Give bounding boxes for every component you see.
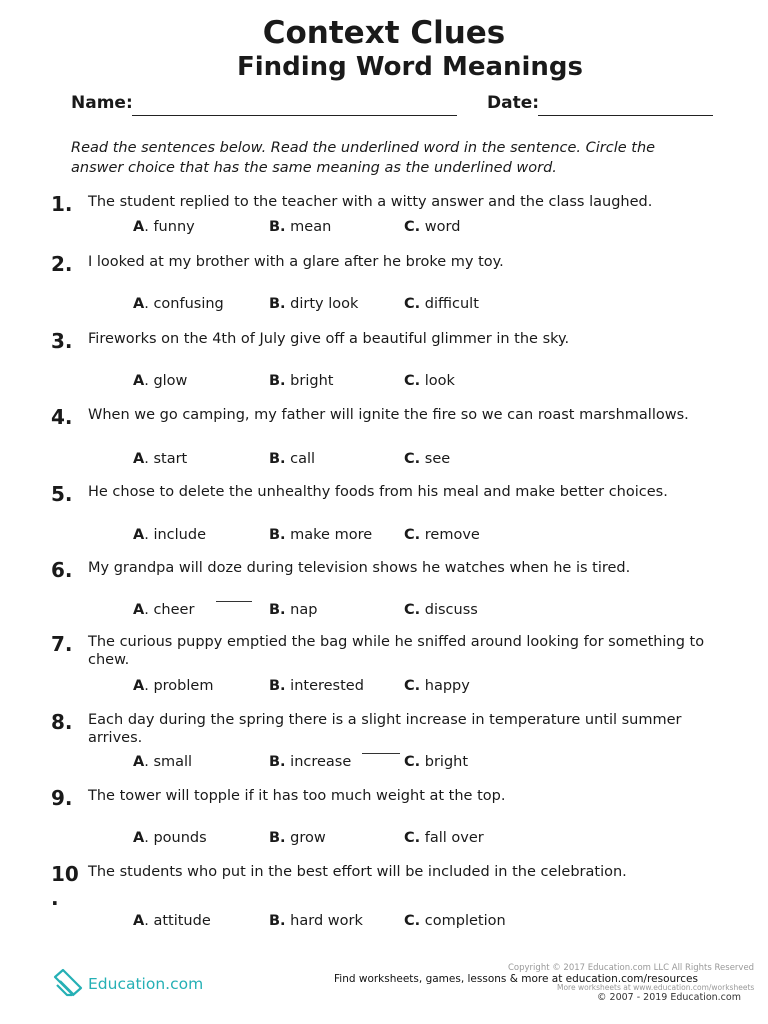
answer-letter: C.	[404, 678, 421, 694]
answer-text: start	[153, 451, 188, 467]
answer-text: difficult	[424, 296, 479, 312]
answer-choice[interactable]	[269, 677, 364, 695]
answer-choice[interactable]	[404, 753, 468, 771]
question-text: I looked at my brother with a glare after he broke my toy.	[88, 254, 504, 270]
answer-letter: C.	[404, 296, 421, 312]
answer-text: funny	[153, 219, 195, 235]
answer-text: bright	[290, 373, 334, 389]
question-number: 9.	[51, 786, 73, 810]
answer-text: mean	[290, 219, 332, 235]
answer-choice[interactable]	[404, 526, 480, 544]
answer-text: happy	[424, 678, 470, 694]
answer-letter: B.	[269, 373, 286, 389]
answer-choice[interactable]	[133, 295, 224, 313]
answer-separator: .	[144, 754, 154, 770]
question-text: Each day during the spring there is a slight increase in temperature until summer arrives.	[88, 712, 682, 746]
answer-choice[interactable]	[133, 829, 207, 847]
answer-choice[interactable]	[404, 601, 478, 619]
education-logo-icon	[52, 968, 84, 1000]
question-number: 1.	[51, 192, 73, 216]
answer-text: small	[153, 754, 193, 770]
answer-letter: A	[133, 754, 145, 770]
question-number: 4.	[51, 405, 73, 429]
answer-letter: B.	[269, 527, 286, 543]
date-label: Date:	[487, 93, 540, 113]
answer-choice[interactable]	[133, 753, 192, 771]
answer-text: cheer	[153, 602, 195, 618]
education-logo-text: Education.com	[88, 975, 204, 993]
answer-letter: C.	[404, 219, 421, 235]
answer-separator: .	[144, 219, 154, 235]
answer-choice[interactable]	[133, 601, 194, 619]
answer-letter: B.	[269, 219, 286, 235]
answer-letter: B.	[269, 678, 286, 694]
answer-choice[interactable]	[404, 218, 460, 236]
answer-letter: C.	[404, 602, 421, 618]
answer-choice[interactable]	[133, 526, 206, 544]
answer-text: grow	[290, 830, 326, 846]
page-subtitle: Finding Word Meanings	[236, 52, 584, 82]
answer-text: call	[290, 451, 316, 467]
answer-text: hard work	[290, 913, 363, 929]
question-number: 8.	[51, 710, 73, 734]
answer-text: completion	[424, 913, 506, 929]
answer-letter: B.	[269, 913, 286, 929]
answer-choice[interactable]	[269, 218, 331, 236]
resources-line: Find worksheets, games, lessons & more at education.com/resources	[334, 973, 698, 985]
answer-choice[interactable]	[404, 829, 484, 847]
answer-separator: .	[144, 678, 154, 694]
question-text: He chose to delete the unhealthy foods from his meal and make better choices.	[88, 484, 668, 500]
question-text: The tower will topple if it has too much weight at the top.	[88, 788, 506, 804]
answer-letter: A	[133, 527, 145, 543]
answer-choice[interactable]	[133, 218, 195, 236]
answer-text: pounds	[153, 830, 207, 846]
more-worksheets-line: More worksheets at www.education.com/worksheets	[557, 983, 755, 992]
date-field-line[interactable]	[538, 115, 713, 116]
answer-choice[interactable]	[404, 450, 450, 468]
question-text: Fireworks on the 4th of July give off a beautiful glimmer in the sky.	[88, 331, 570, 347]
answer-letter: C.	[404, 754, 421, 770]
answer-choice[interactable]	[269, 829, 326, 847]
copyright-range: © 2007 - 2019 Education.com	[597, 992, 741, 1003]
underline-mark	[216, 601, 252, 602]
answer-choice[interactable]	[133, 372, 187, 390]
answer-separator: .	[144, 527, 154, 543]
answer-choice[interactable]	[404, 912, 506, 930]
answer-text: see	[424, 451, 451, 467]
page-title: Context Clues	[262, 15, 506, 51]
answer-text: nap	[290, 602, 318, 618]
question-number: 6.	[51, 558, 73, 582]
answer-letter: C.	[404, 527, 421, 543]
education-logo	[52, 968, 203, 1000]
copyright-line: Copyright © 2017 Education.com LLC All Rights Reserved	[508, 963, 755, 973]
answer-separator: .	[144, 451, 154, 467]
answer-letter: A	[133, 913, 145, 929]
answer-letter: C.	[404, 373, 421, 389]
answer-choice[interactable]	[269, 450, 315, 468]
answer-text: confusing	[153, 296, 224, 312]
answer-choice[interactable]	[269, 372, 333, 390]
answer-letter: A	[133, 451, 145, 467]
question-text: The curious puppy emptied the bag while he sniffed around looking for something to chew.	[88, 634, 705, 668]
question-number: 5.	[51, 482, 73, 506]
name-label: Name:	[71, 93, 133, 113]
answer-letter: A	[133, 296, 145, 312]
question-text: The student replied to the teacher with a witty answer and the class laughed.	[88, 194, 653, 210]
answer-letter: A	[133, 678, 145, 694]
answer-letter: A	[133, 602, 145, 618]
answer-text: fall over	[424, 830, 484, 846]
question-text: The students who put in the best effort will be included in the celebration.	[88, 864, 627, 880]
answer-separator: .	[144, 373, 154, 389]
answer-choice[interactable]	[269, 295, 358, 313]
answer-letter: A	[133, 373, 145, 389]
answer-text: make more	[290, 527, 373, 543]
answer-letter: C.	[404, 451, 421, 467]
answer-separator: .	[144, 830, 154, 846]
answer-choice[interactable]	[269, 753, 351, 771]
answer-choice[interactable]	[133, 912, 211, 930]
question-number: 2.	[51, 252, 73, 276]
answer-text: look	[424, 373, 455, 389]
underline-mark	[362, 753, 400, 754]
answer-letter: B.	[269, 451, 286, 467]
answer-choice[interactable]	[269, 526, 372, 544]
answer-text: attitude	[153, 913, 211, 929]
answer-choice[interactable]	[133, 450, 187, 468]
answer-letter: C.	[404, 913, 421, 929]
answer-letter: B.	[269, 296, 286, 312]
answer-letter: C.	[404, 830, 421, 846]
answer-separator: .	[144, 602, 154, 618]
answer-text: remove	[424, 527, 480, 543]
answer-separator: .	[144, 296, 154, 312]
answer-choice[interactable]	[133, 677, 213, 695]
answer-letter: B.	[269, 754, 286, 770]
answer-separator: .	[144, 913, 154, 929]
answer-text: interested	[290, 678, 364, 694]
answer-letter: B.	[269, 830, 286, 846]
answer-letter: B.	[269, 602, 286, 618]
answer-text: increase	[290, 754, 352, 770]
answer-choice[interactable]	[269, 601, 317, 619]
answer-choice[interactable]	[269, 912, 363, 930]
answer-text: word	[424, 219, 461, 235]
answer-text: dirty look	[290, 296, 359, 312]
question-text: When we go camping, my father will ignite the fire so we can roast marshmallows.	[88, 407, 689, 423]
answer-text: bright	[424, 754, 469, 770]
answer-text: discuss	[424, 602, 478, 618]
instructions: Read the sentences below. Read the underlined word in the sentence. Circle the answer choice that has the same meaning as the underlined word.	[71, 140, 656, 176]
name-field-line[interactable]	[132, 115, 457, 116]
answer-text: problem	[153, 678, 214, 694]
answer-text: glow	[153, 373, 188, 389]
answer-choice[interactable]	[404, 677, 470, 695]
answer-choice[interactable]	[404, 372, 455, 390]
question-number: 7.	[51, 632, 73, 656]
answer-text: include	[153, 527, 206, 543]
question-number: 3.	[51, 329, 73, 353]
answer-letter: A	[133, 830, 145, 846]
answer-choice[interactable]	[404, 295, 479, 313]
question-number: 10 .	[51, 862, 79, 910]
question-text: My grandpa will doze during television shows he watches when he is tired.	[88, 560, 631, 576]
answer-letter: A	[133, 219, 145, 235]
